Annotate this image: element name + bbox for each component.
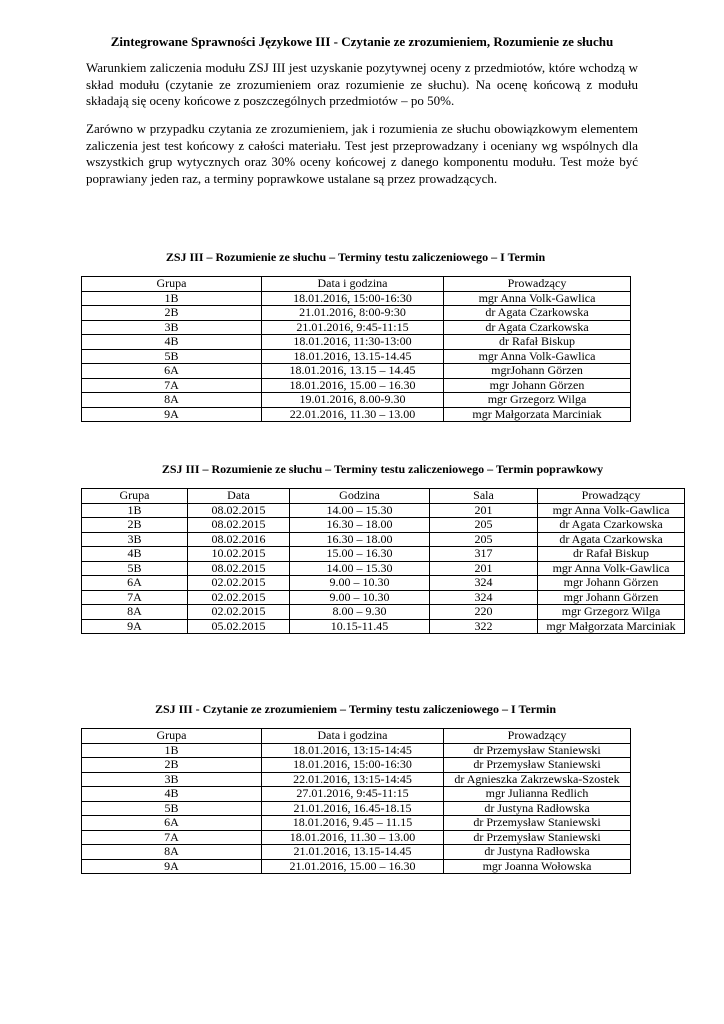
table-cell: 7A <box>82 590 188 605</box>
column-header: Data i godzina <box>262 277 444 292</box>
column-header: Grupa <box>82 489 188 504</box>
table-cell: 18.01.2016, 9.45 – 11.15 <box>262 816 444 831</box>
column-header: Data i godzina <box>262 729 444 744</box>
table-cell: dr Justyna Radłowska <box>444 845 631 860</box>
table-listening-first-term <box>81 276 631 422</box>
table-cell: 205 <box>430 532 538 547</box>
table-row <box>82 605 685 620</box>
table-header-row <box>82 729 631 744</box>
table-cell: 7A <box>82 378 262 393</box>
table-row <box>82 349 631 364</box>
table-row <box>82 518 685 533</box>
table-cell: 201 <box>430 503 538 518</box>
table-cell: 6A <box>82 576 188 591</box>
table-cell: 2B <box>82 518 188 533</box>
table-cell: 21.01.2016, 15.00 – 16.30 <box>262 859 444 874</box>
section-title-listening-retake: ZSJ III – Rozumienie ze słuchu – Terminy testu zaliczeniowego – Termin poprawkowy <box>161 462 604 476</box>
table-cell: 201 <box>430 561 538 576</box>
table-cell: 18.01.2016, 13.15-14.45 <box>262 349 444 364</box>
table-row <box>82 619 685 634</box>
table-cell: mgr Grzegorz Wilga <box>538 605 685 620</box>
column-header: Godzina <box>290 489 430 504</box>
table-cell: mgr Anna Volk-Gawlica <box>444 291 631 306</box>
table-row <box>82 291 631 306</box>
table-cell: 18.01.2016, 11.30 – 13.00 <box>262 830 444 845</box>
table-cell: mgr Johann Görzen <box>538 590 685 605</box>
table-cell: 10.15-11.45 <box>290 619 430 634</box>
column-header: Prowadzący <box>444 277 631 292</box>
table-cell: mgr Małgorzata Marciniak <box>444 407 631 422</box>
table-cell: 205 <box>430 518 538 533</box>
table-cell: 8A <box>82 393 262 408</box>
table-row <box>82 576 685 591</box>
table-cell: dr Przemysław Staniewski <box>444 743 631 758</box>
table-cell: 22.01.2016, 11.30 – 13.00 <box>262 407 444 422</box>
table-row <box>82 547 685 562</box>
table-cell: 5B <box>82 561 188 576</box>
table-row <box>82 816 631 831</box>
table-cell: 08.02.2015 <box>188 561 290 576</box>
table-cell: dr Rafał Biskup <box>444 335 631 350</box>
table-cell: 02.02.2015 <box>188 576 290 591</box>
table-reading-first-term <box>81 728 631 874</box>
table-cell: 5B <box>82 349 262 364</box>
table-row <box>82 772 631 787</box>
paragraph-final-test: Zarówno w przypadku czytania ze zrozumieniem, jak i rozumienia ze słuchu obowiązkowym elementem zaliczenia jest test końcowy z całości materiału. Test jest przeprowadzany i oceniany wg wspólnych dla wszystkich grup wytycznych oraz 30% oceny końcowej z danego komponentu modułu. Test może być poprawiany jeden raz, a terminy poprawkowe ustalane są przez prowadzących. <box>86 121 638 186</box>
table-row <box>82 364 631 379</box>
table-cell: dr Przemysław Staniewski <box>444 816 631 831</box>
table-row <box>82 320 631 335</box>
document-title: Zintegrowane Sprawności Językowe III - Czytanie ze zrozumieniem, Rozumienie ze słuchu <box>110 34 614 49</box>
section-title-listening-first-term: ZSJ III – Rozumienie ze słuchu – Terminy testu zaliczeniowego – I Termin <box>165 250 546 264</box>
column-header: Sala <box>430 489 538 504</box>
table-row <box>82 561 685 576</box>
table-cell: 05.02.2015 <box>188 619 290 634</box>
table-cell: dr Agata Czarkowska <box>444 306 631 321</box>
table-cell: 21.01.2016, 9:45-11:15 <box>262 320 444 335</box>
table-cell: 08.02.2015 <box>188 503 290 518</box>
table-cell: 4B <box>82 335 262 350</box>
table-row <box>82 393 631 408</box>
table-cell: 18.01.2016, 13:15-14:45 <box>262 743 444 758</box>
table-cell: 9.00 – 10.30 <box>290 576 430 591</box>
table-cell: 3B <box>82 532 188 547</box>
table-cell: 21.01.2016, 8:00-9:30 <box>262 306 444 321</box>
table-cell: 8A <box>82 845 262 860</box>
table-cell: mgrJohann Görzen <box>444 364 631 379</box>
table-cell: dr Agnieszka Zakrzewska-Szostek <box>444 772 631 787</box>
table-cell: 14.00 – 15.30 <box>290 503 430 518</box>
column-header: Grupa <box>82 729 262 744</box>
table-cell: mgr Johann Görzen <box>538 576 685 591</box>
table-cell: mgr Małgorzata Marciniak <box>538 619 685 634</box>
column-header: Prowadzący <box>444 729 631 744</box>
table-row <box>82 590 685 605</box>
table-cell: dr Rafał Biskup <box>538 547 685 562</box>
table-cell: dr Przemysław Staniewski <box>444 830 631 845</box>
table-cell: 02.02.2015 <box>188 590 290 605</box>
table-cell: 2B <box>82 758 262 773</box>
table-cell: mgr Grzegorz Wilga <box>444 393 631 408</box>
table-cell: mgr Anna Volk-Gawlica <box>538 561 685 576</box>
column-header: Prowadzący <box>538 489 685 504</box>
table-cell: 4B <box>82 547 188 562</box>
table-row <box>82 787 631 802</box>
table-cell: 1B <box>82 503 188 518</box>
table-row <box>82 845 631 860</box>
table-cell: 7A <box>82 830 262 845</box>
column-header: Data <box>188 489 290 504</box>
table-row <box>82 306 631 321</box>
table-cell: 16.30 – 18.00 <box>290 532 430 547</box>
table-cell: 5B <box>82 801 262 816</box>
table-row <box>82 859 631 874</box>
table-cell: 18.01.2016, 15.00 – 16.30 <box>262 378 444 393</box>
table-row <box>82 801 631 816</box>
table-cell: 2B <box>82 306 262 321</box>
table-cell: 18.01.2016, 15:00-16:30 <box>262 758 444 773</box>
table-cell: 22.01.2016, 13:15-14:45 <box>262 772 444 787</box>
table-header-row <box>82 489 685 504</box>
table-header-row <box>82 277 631 292</box>
table-cell: 317 <box>430 547 538 562</box>
table-cell: 4B <box>82 787 262 802</box>
table-cell: mgr Joanna Wołowska <box>444 859 631 874</box>
table-cell: 18.01.2016, 11:30-13:00 <box>262 335 444 350</box>
table-cell: 10.02.2015 <box>188 547 290 562</box>
table-row <box>82 503 685 518</box>
table-cell: 6A <box>82 364 262 379</box>
section-title-reading-first-term: ZSJ III - Czytanie ze zrozumieniem – Terminy testu zaliczeniowego – I Termin <box>154 702 557 716</box>
table-cell: 1B <box>82 291 262 306</box>
table-cell: 322 <box>430 619 538 634</box>
table-row <box>82 758 631 773</box>
table-cell: 8.00 – 9.30 <box>290 605 430 620</box>
table-cell: 14.00 – 15.30 <box>290 561 430 576</box>
table-cell: 9.00 – 10.30 <box>290 590 430 605</box>
table-cell: dr Agata Czarkowska <box>538 532 685 547</box>
table-cell: 19.01.2016, 8.00-9.30 <box>262 393 444 408</box>
table-cell: 220 <box>430 605 538 620</box>
table-cell: dr Justyna Radłowska <box>444 801 631 816</box>
table-listening-retake <box>81 488 685 634</box>
table-cell: 08.02.2016 <box>188 532 290 547</box>
table-cell: 27.01.2016, 9:45-11:15 <box>262 787 444 802</box>
table-row <box>82 335 631 350</box>
table-cell: mgr Anna Volk-Gawlica <box>538 503 685 518</box>
table-cell: 18.01.2016, 15:00-16:30 <box>262 291 444 306</box>
table-cell: 21.01.2016, 13.15-14.45 <box>262 845 444 860</box>
table-row <box>82 743 631 758</box>
table-cell: 3B <box>82 772 262 787</box>
table-row <box>82 378 631 393</box>
table-cell: dr Agata Czarkowska <box>538 518 685 533</box>
table-cell: 9A <box>82 407 262 422</box>
table-cell: 6A <box>82 816 262 831</box>
table-cell: mgr Julianna Redlich <box>444 787 631 802</box>
table-cell: 21.01.2016, 16.45-18.15 <box>262 801 444 816</box>
table-cell: 324 <box>430 590 538 605</box>
table-row <box>82 830 631 845</box>
table-cell: dr Przemysław Staniewski <box>444 758 631 773</box>
table-cell: dr Agata Czarkowska <box>444 320 631 335</box>
table-cell: 18.01.2016, 13.15 – 14.45 <box>262 364 444 379</box>
table-cell: 02.02.2015 <box>188 605 290 620</box>
column-header: Grupa <box>82 277 262 292</box>
table-cell: 9A <box>82 619 188 634</box>
table-cell: 3B <box>82 320 262 335</box>
table-cell: mgr Johann Görzen <box>444 378 631 393</box>
table-cell: 08.02.2015 <box>188 518 290 533</box>
table-row <box>82 532 685 547</box>
table-cell: 9A <box>82 859 262 874</box>
table-cell: 324 <box>430 576 538 591</box>
table-cell: 15.00 – 16.30 <box>290 547 430 562</box>
table-cell: 1B <box>82 743 262 758</box>
table-cell: 16.30 – 18.00 <box>290 518 430 533</box>
table-cell: 8A <box>82 605 188 620</box>
paragraph-requirements: Warunkiem zaliczenia modułu ZSJ III jest uzyskanie pozytywnej oceny z przedmiotów, które wchodzą w skład modułu (czytanie ze zrozumieniem oraz rozumienie ze słuchu). Na ocenę końcową z modułu składają się oceny końcowe z poszczególnych przedmiotów – po 50%. <box>86 60 638 109</box>
table-row <box>82 407 631 422</box>
table-cell: mgr Anna Volk-Gawlica <box>444 349 631 364</box>
